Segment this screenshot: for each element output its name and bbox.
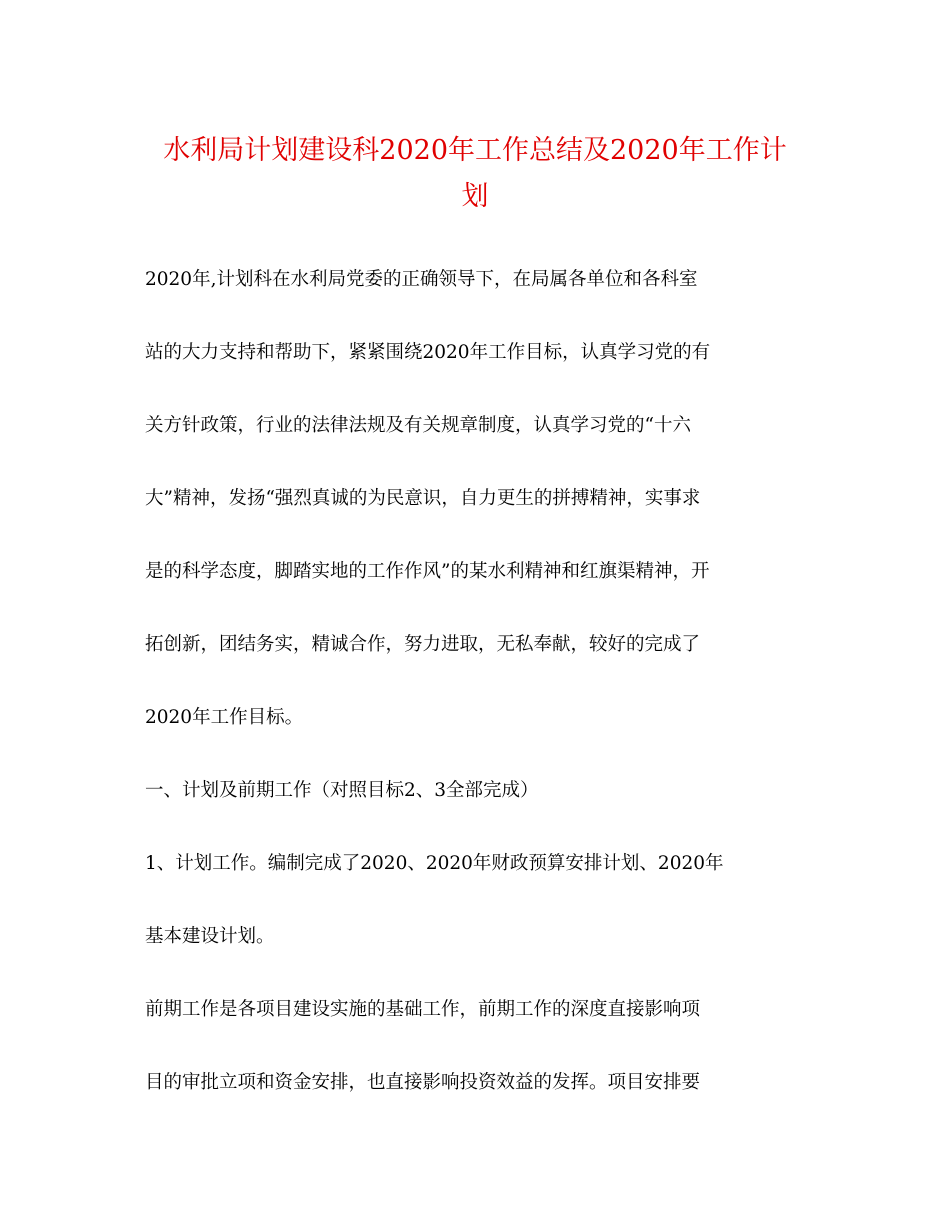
body-line: 关方针政策，行业的法律法规及有关规章制度，认真学习党的“十六 <box>145 415 691 436</box>
body-line: 2020年工作目标。 <box>145 707 304 728</box>
body-line: 站的大力支持和帮助下，紧紧围绕2020年工作目标，认真学习党的有 <box>145 342 711 363</box>
document-title <box>150 128 800 220</box>
body-line: 2020年,计划科在水利局党委的正确领导下，在局属各单位和各科室 <box>145 269 698 290</box>
body-line: 大”精神，发扬“强烈真诚的为民意识，自力更生的拼搏精神，实事求 <box>145 488 701 509</box>
title-line-1: 水利局计划建设科2020年工作总结及2020年工作计 <box>163 135 787 166</box>
body-line: 基本建设计划。 <box>145 926 275 947</box>
body-line: 目的审批立项和资金安排，也直接影响投资效益的发挥。项目安排要 <box>145 1072 701 1093</box>
body-line: 1、计划工作。编制完成了2020、2020年财政预算安排计划、2020年 <box>145 853 724 874</box>
title-line-2: 划 <box>461 181 489 212</box>
document-body <box>145 260 805 1136</box>
body-line: 是的科学态度，脚踏实地的工作作风”的某水利精神和红旗渠精神，开 <box>145 561 710 582</box>
section-heading: 一、计划及前期工作（对照目标2、3全部完成） <box>145 780 539 801</box>
body-line: 前期工作是各项目建设实施的基础工作，前期工作的深度直接影响项 <box>145 999 701 1020</box>
body-line: 拓创新，团结务实，精诚合作，努力进取，无私奉献，较好的完成了 <box>145 634 701 655</box>
